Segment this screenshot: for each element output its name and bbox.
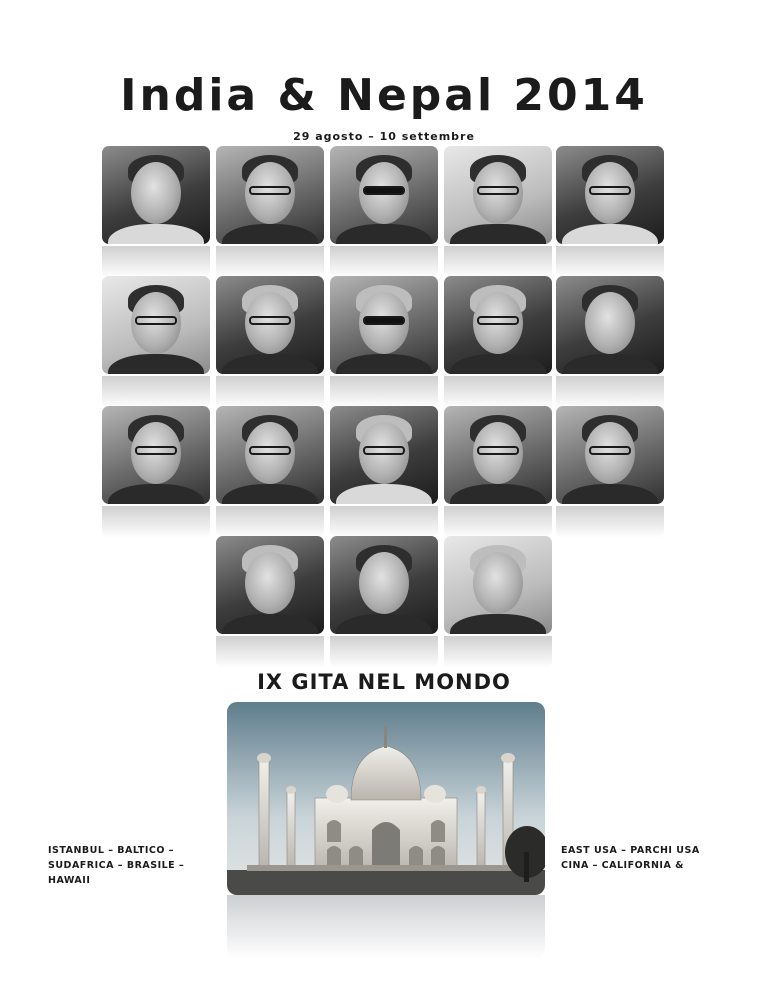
trip-dates: 29 agosto – 10 settembre xyxy=(293,130,475,143)
portrait-photo xyxy=(216,406,324,504)
left-caption xyxy=(48,843,184,888)
portrait-photo xyxy=(556,146,664,244)
portrait-photo xyxy=(330,276,438,374)
portrait-photo xyxy=(216,536,324,634)
caption-line: SUDAFRICA – BRASILE – xyxy=(48,860,185,871)
caption-line: EAST USA – PARCHI USA xyxy=(561,845,700,856)
portrait-photo xyxy=(444,276,552,374)
caption-line: CINA – CALIFORNIA & xyxy=(561,860,684,871)
portrait-photo xyxy=(102,406,210,504)
portrait-photo xyxy=(330,146,438,244)
caption-line: ISTANBUL – BALTICO – xyxy=(48,845,174,856)
page-title: India & Nepal 2014 xyxy=(120,70,648,121)
section-heading: IX GITA NEL MONDO xyxy=(257,670,511,694)
portrait-photo xyxy=(444,536,552,634)
portrait-photo xyxy=(556,406,664,504)
portrait-photo xyxy=(330,536,438,634)
portrait-photo xyxy=(216,146,324,244)
portrait-photo xyxy=(216,276,324,374)
portrait-photo xyxy=(102,276,210,374)
portrait-photo xyxy=(330,406,438,504)
portrait-photo xyxy=(556,276,664,374)
right-caption xyxy=(561,843,700,873)
portrait-photo xyxy=(102,146,210,244)
portrait-photo xyxy=(444,146,552,244)
portrait-photo xyxy=(444,406,552,504)
taj-mahal-photo xyxy=(227,702,545,895)
caption-line: HAWAII xyxy=(48,875,91,886)
